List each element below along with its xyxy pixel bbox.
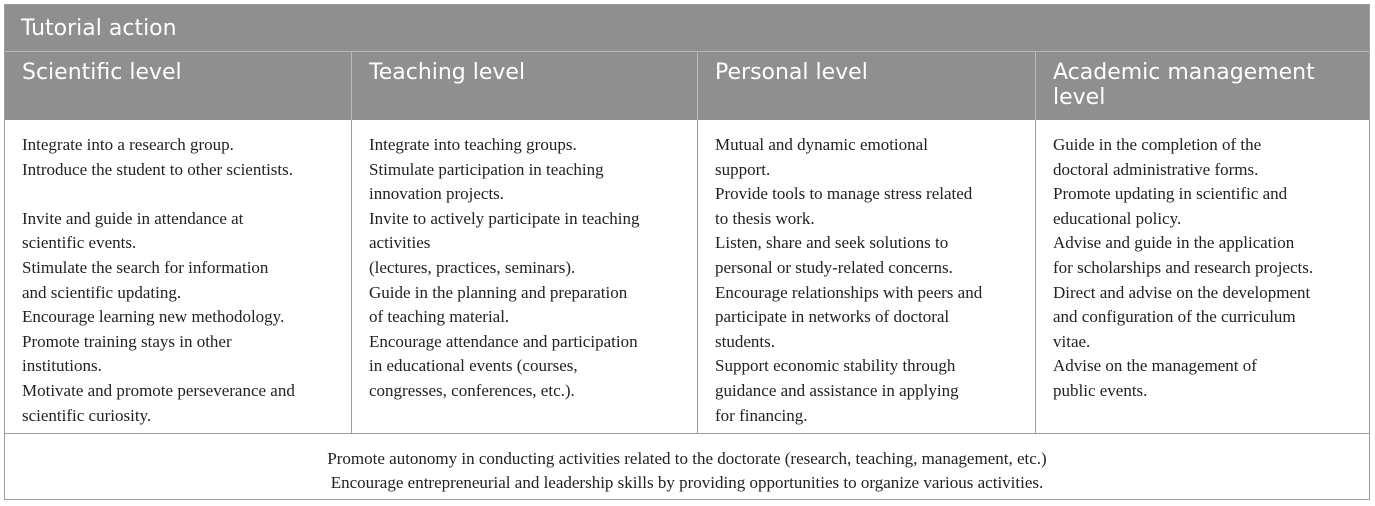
cell-line: Encourage attendance and participation <box>369 331 638 351</box>
cell-line: institutions. <box>22 356 102 376</box>
table-body-row <box>5 120 1369 434</box>
cell-line: Stimulate participation in teaching <box>369 159 604 179</box>
cell-line: vitae. <box>1053 331 1091 351</box>
cell-line: guidance and assistance in applying <box>715 380 959 400</box>
cell-academic-management-level <box>1035 120 1369 433</box>
cell-line: Stimulate the search for information <box>22 257 269 277</box>
cell-line: doctoral administrative forms. <box>1053 159 1259 179</box>
cell-line: for scholarships and research projects. <box>1053 257 1314 277</box>
cell-line: Direct and advise on the development <box>1053 282 1311 302</box>
cell-line: (lectures, practices, seminars). <box>369 257 576 277</box>
cell-line: Promote updating in scientific and <box>1053 184 1288 204</box>
column-header-teaching <box>351 52 697 120</box>
column-header-line: Academic management <box>1053 60 1315 85</box>
cell-personal-level <box>697 120 1035 433</box>
cell-line: scientific curiosity. <box>22 405 152 425</box>
table-footer-row <box>5 434 1369 499</box>
footer-line: Encourage entrepreneurial and leadership skills by providing opportunities to organize various activities. <box>330 473 1044 492</box>
column-header-line: Teaching level <box>369 60 526 85</box>
column-header-row <box>5 52 1369 120</box>
tutorial-action-table <box>4 4 1370 500</box>
cell-line: of teaching material. <box>369 307 510 327</box>
cell-line: in educational events (courses, <box>369 356 578 376</box>
cell-line: and configuration of the curriculum <box>1053 307 1296 327</box>
cell-line: Integrate into teaching groups. <box>369 135 577 154</box>
cell-line: educational policy. <box>1053 208 1182 228</box>
cell-line: support. <box>715 159 771 179</box>
footer-line: Promote autonomy in conducting activities related to the doctorate (research, teaching, management, etc.) <box>327 449 1047 468</box>
column-header-line: Personal level <box>715 60 868 85</box>
column-header-line: Scientific level <box>22 60 182 85</box>
cell-line: Integrate into a research group. <box>22 135 234 154</box>
cell-line: for financing. <box>715 405 808 425</box>
cell-line: Advise and guide in the application <box>1053 233 1295 253</box>
table-title: Tutorial action <box>5 5 1369 52</box>
cell-line: personal or study-related concerns. <box>715 257 953 277</box>
cell-line: innovation projects. <box>369 184 505 204</box>
cell-line: congresses, conferences, etc.). <box>369 380 575 400</box>
cell-teaching-level <box>351 120 697 433</box>
cell-line: Support economic stability through <box>715 356 956 376</box>
cell-line: participate in networks of doctoral <box>715 307 950 327</box>
cell-line: Mutual and dynamic emotional <box>715 135 928 154</box>
cell-line: Motivate and promote perseverance and <box>22 380 295 400</box>
cell-line: Advise on the management of <box>1053 356 1257 376</box>
cell-line: Promote training stays in other <box>22 331 232 351</box>
column-header-academic-management <box>1035 52 1369 120</box>
cell-line: Invite to actively participate in teaching <box>369 208 640 228</box>
cell-line: Introduce the student to other scientists. <box>22 159 293 179</box>
cell-line: Invite and guide in attendance at <box>22 208 244 228</box>
cell-line: Guide in the completion of the <box>1053 135 1262 154</box>
cell-scientific-level <box>5 120 351 433</box>
cell-line: scientific events. <box>22 233 137 253</box>
cell-line: to thesis work. <box>715 208 815 228</box>
cell-line: Guide in the planning and preparation <box>369 282 628 302</box>
cell-line: Encourage relationships with peers and <box>715 282 983 302</box>
column-header-scientific <box>5 52 351 120</box>
cell-spacer <box>22 182 341 207</box>
cell-line: students. <box>715 331 775 351</box>
cell-line: public events. <box>1053 380 1148 400</box>
cell-line: Provide tools to manage stress related <box>715 184 973 204</box>
column-header-personal <box>697 52 1035 120</box>
cell-line: Encourage learning new methodology. <box>22 307 285 327</box>
column-header-line: level <box>1053 85 1106 110</box>
cell-line: Listen, share and seek solutions to <box>715 233 949 253</box>
cell-line: activities <box>369 233 431 253</box>
cell-line: and scientific updating. <box>22 282 182 302</box>
